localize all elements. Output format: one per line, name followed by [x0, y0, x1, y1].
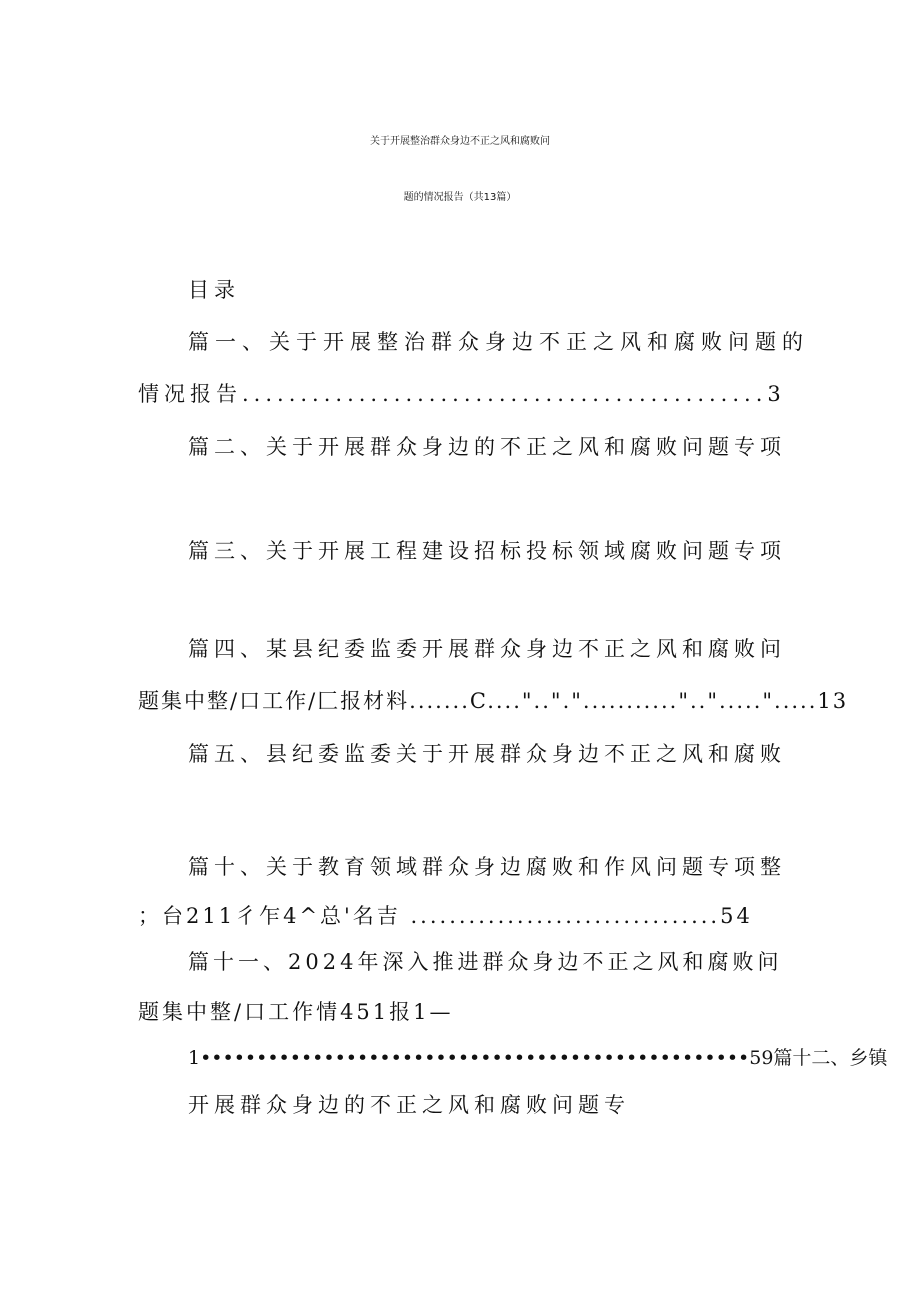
toc-entry-11-line-1: 篇十一、2024年深入推进群众身边不正之风和腐败问 — [188, 950, 783, 974]
toc-entry-1-line-1: 篇一、关于开展整治群众身边不正之风和腐败问题的 — [188, 330, 809, 354]
toc-entry-5: 篇五、县纪委监委关于开展群众身边不正之风和腐败 — [188, 742, 786, 766]
document-title-line-2: 题的情况报告（共13篇） — [403, 192, 517, 203]
toc-entry-4-line-2: 题集中整/口工作/匚报材料.......C....".."."..........."..".....".....13 — [138, 689, 849, 713]
toc-entry-10-line-2: ；台211彳乍4^总'名吉 ................................54 — [138, 904, 753, 928]
toc-entry-2: 篇二、关于开展群众身边的不正之风和腐败问题专项 — [188, 435, 786, 459]
toc-entry-12: 开展群众身边的不正之风和腐败问题专 — [188, 1093, 630, 1117]
toc-entry-3: 篇三、关于开展工程建设招标投标领域腐败问题专项 — [188, 539, 786, 563]
toc-entry-11-line-3: 1•••••••••••••••••••••••••••••••••••••••••••••••••59篇十二、乡镇 — [188, 1047, 888, 1069]
toc-entry-4-line-1: 篇四、某县纪委监委开展群众身边不正之风和腐败问 — [188, 637, 786, 661]
toc-heading: 目录 — [188, 278, 240, 302]
toc-entry-10-line-1: 篇十、关于教育领域群众身边腐败和作风问题专项整 — [188, 855, 786, 879]
document-title-line-1: 关于开展整治群众身边不正之风和腐败问 — [370, 136, 550, 147]
toc-entry-1-line-2: 情况报告.............................................3 — [138, 382, 786, 406]
toc-entry-11-line-2: 题集中整/口工作情451报1— — [138, 1000, 454, 1024]
